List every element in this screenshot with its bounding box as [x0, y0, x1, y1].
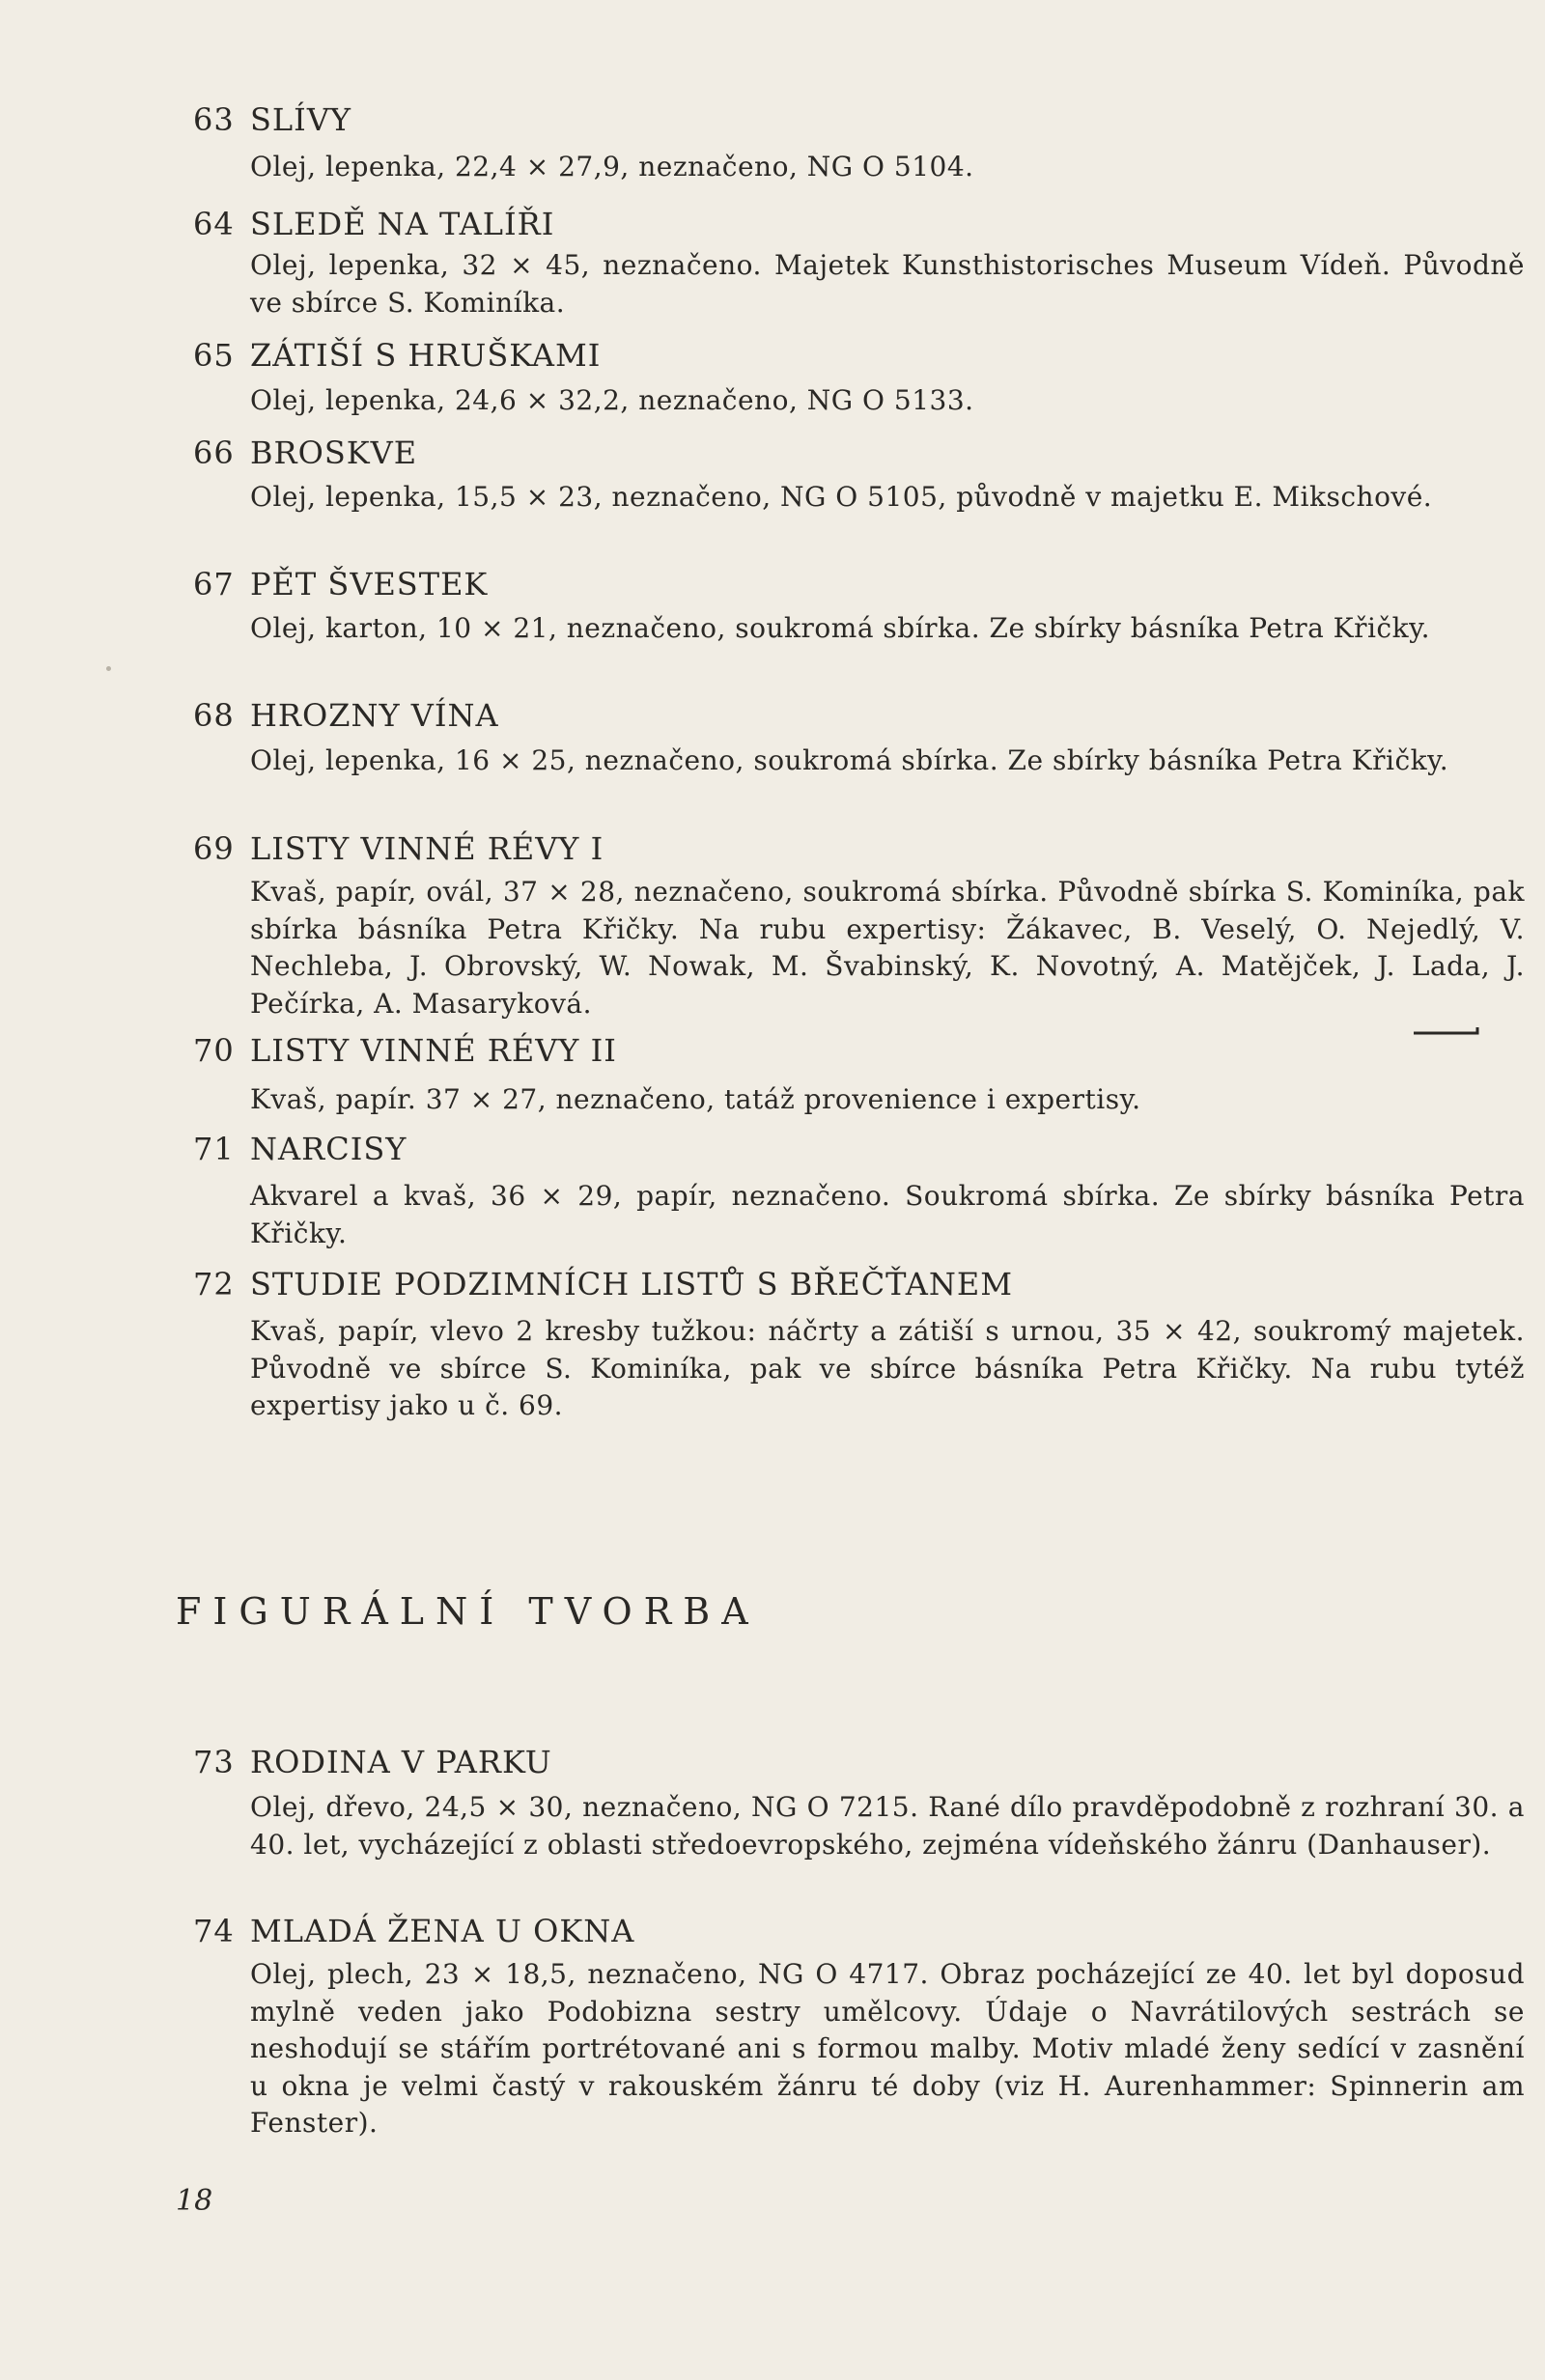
entry-number: 73 [193, 1744, 235, 1780]
entry-title-text: LISTY VINNÉ RÉVY II [250, 1032, 617, 1069]
entry-title-text: PĚT ŠVESTEK [250, 566, 489, 602]
corner-mark [1412, 1025, 1481, 1035]
entry-description: Kvaš, papír. 37 × 27, neznačeno, tatáž provenience i expertisy. [250, 1083, 1141, 1115]
entry-number: 69 [193, 830, 235, 867]
entry-number: 64 [193, 206, 235, 242]
entry-number: 72 [193, 1266, 235, 1302]
entry-title-text: SLÍVY [250, 101, 352, 138]
entry-description: Olej, lepenka, 32 × 45, neznačeno. Majetek Kunsthistorisches Museum Vídeň. Původně ve sbírce S. Kominíka. [250, 249, 1525, 319]
entry-number: 74 [193, 1913, 235, 1949]
entry-number: 68 [193, 697, 235, 734]
entry-title [193, 100, 351, 139]
entry-description: Olej, karton, 10 × 21, neznačeno, soukromá sbírka. Ze sbírky básníka Petra Křičky. [250, 612, 1431, 644]
entry-number: 71 [193, 1131, 235, 1167]
paper-speck [106, 666, 111, 671]
entry-title [193, 434, 417, 472]
entry-description: Akvarel a kvaš, 36 × 29, papír, neznačeno. Soukromá sbírka. Ze sbírky básníka Petra Křičky. [250, 1180, 1525, 1249]
entry-description: Olej, lepenka, 24,6 × 32,2, neznačeno, NG O 5133. [250, 384, 974, 416]
entry-title-text: HROZNY VÍNA [250, 697, 499, 734]
entry-number: 66 [193, 434, 235, 471]
entry-title [193, 336, 601, 375]
entry-title-text: BROSKVE [250, 434, 418, 471]
entry-title [193, 1130, 407, 1168]
entry-description: Olej, dřevo, 24,5 × 30, neznačeno, NG O 7215. Rané dílo pravděpodobně z rozhraní 30. a 40. let, vycházející z oblasti středoevropského, zejména vídeňského žánru (Danhauser). [250, 1791, 1525, 1861]
entry-description: Olej, lepenka, 15,5 × 23, neznačeno, NG O 5105, původně v majetku E. Mikschové. [250, 481, 1433, 513]
entry-title [193, 1031, 617, 1070]
entry-number: 67 [193, 566, 235, 602]
section-heading: FIGURÁLNÍ TVORBA [176, 1590, 760, 1633]
entry-number: 63 [193, 101, 235, 138]
entry-description: Olej, plech, 23 × 18,5, neznačeno, NG O 4717. Obraz pocházející ze 40. let byl doposud mylně veden jako Podobizna sestry umělcovy. Údaje o Navrátilových sestrách se neshodují se stářím portrétované ani s formou malby. Motiv mladé ženy sedící v zasnění u okna je velmi častý v rakouském žánru té doby (viz H. Aurenhammer: Spinnerin am Fenster). [250, 1958, 1525, 2139]
entry-description: Kvaš, papír, ovál, 37 × 28, neznačeno, soukromá sbírka. Původně sbírka S. Kominíka, pak sbírka básníka Petra Křičky. Na rubu expertisy: Žákavec, B. Veselý, O. Nejedlý, V. Nechleba, J. Obrovský, W. Nowak, M. Švabinský, K. Novotný, A. Matějček, J. Lada, J. Pečírka, A. Masaryková. [250, 876, 1525, 1020]
entry-title-text: SLEDĚ NA TALÍŘI [250, 206, 555, 242]
entry-number: 70 [193, 1032, 235, 1069]
entry-title-text: LISTY VINNÉ RÉVY I [250, 830, 604, 867]
entry-title-text: NARCISY [250, 1131, 407, 1167]
entry-description: Kvaš, papír, vlevo 2 kresby tužkou: náčrty a zátiší s urnou, 35 × 42, soukromý majetek. Původně ve sbírce S. Kominíka, pak ve sbírce básníka Petra Křičky. Na rubu tytéž expertisy jako u č. 69. [250, 1315, 1525, 1421]
entry-title-text: MLADÁ ŽENA U OKNA [250, 1913, 635, 1949]
page-number: 18 [176, 2184, 213, 2218]
entry-description: Olej, lepenka, 22,4 × 27,9, neznačeno, NG O 5104. [250, 151, 974, 182]
entry-title-text: RODINA V PARKU [250, 1744, 552, 1780]
entry-title [193, 1912, 634, 1950]
entry-title [193, 696, 499, 735]
entry-number: 65 [193, 337, 235, 374]
entry-description: Olej, lepenka, 16 × 25, neznačeno, soukromá sbírka. Ze sbírky básníka Petra Křičky. [250, 744, 1449, 776]
entry-title [193, 205, 554, 243]
entry-title-text: ZÁTIŠÍ S HRUŠKAMI [250, 337, 602, 374]
entry-title [193, 1265, 1013, 1303]
entry-title [193, 1743, 552, 1781]
entry-title [193, 829, 604, 868]
entry-title [193, 565, 488, 603]
entry-title-text: STUDIE PODZIMNÍCH LISTŮ S BŘEČŤANEM [250, 1266, 1013, 1302]
